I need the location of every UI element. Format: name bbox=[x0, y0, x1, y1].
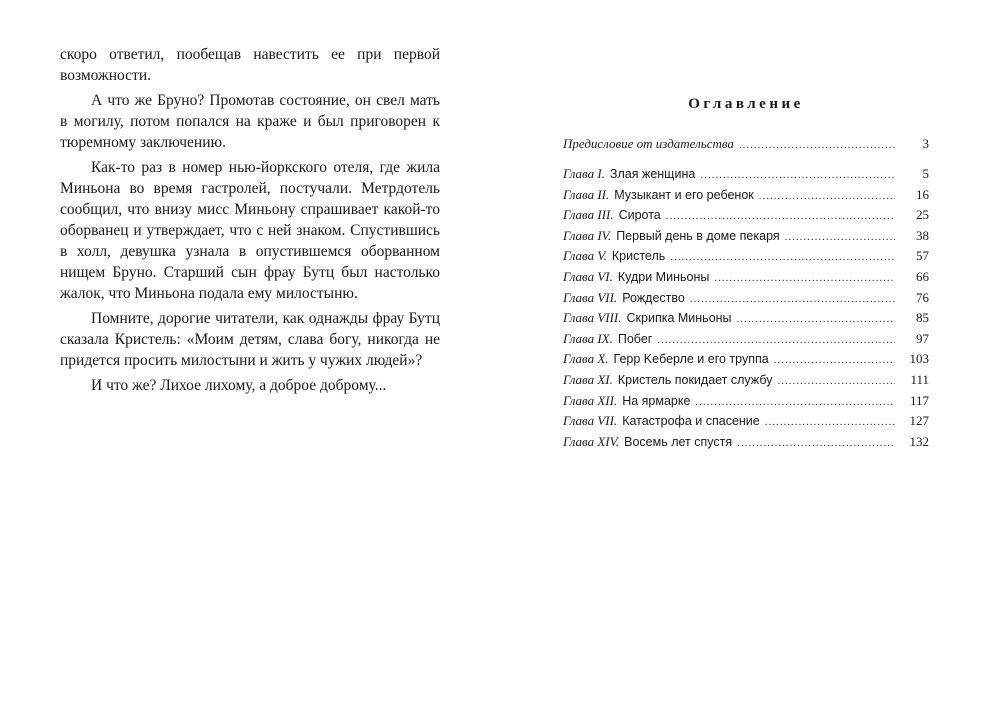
toc-chapter-label: Глава V. bbox=[563, 248, 607, 264]
toc-chapter-label: Глава VII. bbox=[563, 289, 618, 305]
toc-chapter-title: На ярмарке bbox=[622, 393, 691, 408]
toc-chapter-title: Злая женщина bbox=[609, 167, 696, 181]
toc-leader-dots bbox=[670, 247, 895, 268]
toc-leader-dots bbox=[759, 186, 895, 207]
toc-chapter-label: Глава VIII. bbox=[563, 310, 622, 326]
paragraph: И что же? Лихое лихому, а доброе доброму... bbox=[91, 377, 387, 394]
toc-leader-dots bbox=[765, 412, 895, 433]
toc-chapter-label: Глава XI. bbox=[563, 371, 613, 387]
toc-entry bbox=[563, 246, 929, 267]
table-of-contents bbox=[563, 134, 929, 452]
toc-leader-dots bbox=[666, 206, 895, 227]
toc-page-number: 85 bbox=[916, 310, 929, 326]
toc-page-number: 25 bbox=[916, 207, 929, 223]
toc-page-number: 57 bbox=[916, 248, 929, 264]
toc-entry bbox=[563, 370, 929, 391]
toc-chapter-title: Восемь лет спустя bbox=[624, 434, 733, 449]
toc-page-number: 111 bbox=[910, 371, 929, 387]
toc-entry bbox=[563, 164, 929, 185]
toc-leader-dots bbox=[690, 289, 895, 310]
body-text bbox=[60, 44, 440, 400]
toc-chapter-title: Музыкант и его ребенок bbox=[614, 187, 754, 202]
toc-chapter-label: Глава IV. bbox=[563, 227, 612, 243]
toc-chapter-label: Глава XII. bbox=[563, 392, 618, 408]
toc-chapter-label: Глава III. bbox=[563, 207, 614, 223]
toc-page-number: 76 bbox=[916, 289, 929, 305]
toc-entry bbox=[563, 349, 929, 370]
toc-chapter-title: Первый день в доме пекаря bbox=[616, 228, 780, 243]
toc-entry-label: Предисловие от издательства bbox=[563, 136, 734, 151]
toc-entry-preface bbox=[563, 134, 929, 164]
toc-page-number: 5 bbox=[922, 166, 929, 181]
toc-leader-dots bbox=[714, 268, 895, 289]
toc-page-number: 132 bbox=[909, 433, 929, 449]
toc-heading: Оглавление bbox=[688, 96, 804, 112]
toc-chapter-label: Глава X. bbox=[563, 351, 609, 367]
toc-chapter-title: Скрипка Миньоны bbox=[626, 311, 732, 326]
toc-entry bbox=[563, 432, 929, 453]
toc-chapter-label: Глава XIV. bbox=[563, 433, 620, 449]
toc-entry bbox=[563, 329, 929, 350]
toc-chapter-title: Катастрофа и спасение bbox=[622, 414, 760, 429]
toc-entry bbox=[563, 411, 929, 432]
paragraph: А что же Бруно? Промотав состояние, он свел мать в могилу, потом попался на краже и был приговорен к тюремному заключению. bbox=[60, 92, 440, 151]
toc-chapter-label: Глава II. bbox=[563, 186, 610, 202]
toc-entry bbox=[563, 267, 929, 288]
toc-leader-dots bbox=[695, 392, 895, 413]
toc-entry bbox=[563, 185, 929, 206]
toc-chapter-title: Побег bbox=[617, 331, 653, 346]
toc-entry bbox=[563, 226, 929, 247]
toc-chapter-title: Герр Keберле и его труппа bbox=[613, 352, 769, 367]
toc-entry bbox=[563, 391, 929, 412]
paragraph: скоро ответил, пообещав навестить ее при первой возможности. bbox=[60, 46, 440, 84]
toc-leader-dots bbox=[777, 371, 895, 392]
toc-chapter-title: Сирота bbox=[618, 208, 661, 223]
toc-page-number: 16 bbox=[916, 186, 929, 202]
toc-leader-dots bbox=[657, 330, 895, 351]
paragraph: Как-то раз в номер нью-йоркского отеля, где жила Миньона во время гастролей, постучали. Метрдотель сообщил, что внизу мисс Миньону спрашивает какой-то оборванец и утверждает, что с ней знаком. Спустившись в холл, девушка узнала в опустившемся оборванном нищем Бруно. Старший сын фрау Бутц был настолько жалок, что Миньона подала ему милостыню. bbox=[60, 159, 440, 302]
toc-chapter-label: Глава VI. bbox=[563, 268, 613, 284]
toc-page-number: 117 bbox=[909, 392, 929, 408]
paragraph: Помните, дорогие читатели, как однажды фрау Бутц сказала Кристель: «Моим детям, слава богу, никогда не придется просить милостыни и жить у чужих людей»? bbox=[60, 310, 440, 369]
toc-leader-dots bbox=[785, 227, 895, 248]
toc-entry bbox=[563, 288, 929, 309]
toc-chapter-label: Глава IX. bbox=[563, 330, 613, 346]
toc-entry bbox=[563, 308, 929, 329]
toc-page-number: 38 bbox=[916, 227, 929, 243]
toc-leader-dots bbox=[774, 350, 895, 371]
toc-page-number: 3 bbox=[922, 136, 929, 151]
toc-chapter-title: Кристель bbox=[611, 249, 666, 264]
toc-leader-dots bbox=[737, 433, 895, 454]
toc-chapter-title: Кудри Миньоны bbox=[617, 269, 710, 284]
toc-page-number: 127 bbox=[909, 413, 929, 429]
toc-leader-dots bbox=[700, 165, 895, 186]
toc-chapter-label: Глава VII. bbox=[563, 413, 618, 429]
toc-chapter-label: Глава I. bbox=[563, 166, 605, 181]
toc-leader-dots bbox=[737, 309, 895, 330]
toc-chapter-title: Кристель покидает службу bbox=[617, 372, 773, 387]
toc-leader-dots bbox=[739, 135, 895, 155]
toc-page-number: 97 bbox=[916, 330, 929, 346]
toc-page-number: 103 bbox=[909, 351, 929, 367]
toc-chapter-title: Рождество bbox=[622, 290, 685, 305]
toc-page-number: 66 bbox=[916, 268, 929, 284]
toc-entry bbox=[563, 205, 929, 226]
